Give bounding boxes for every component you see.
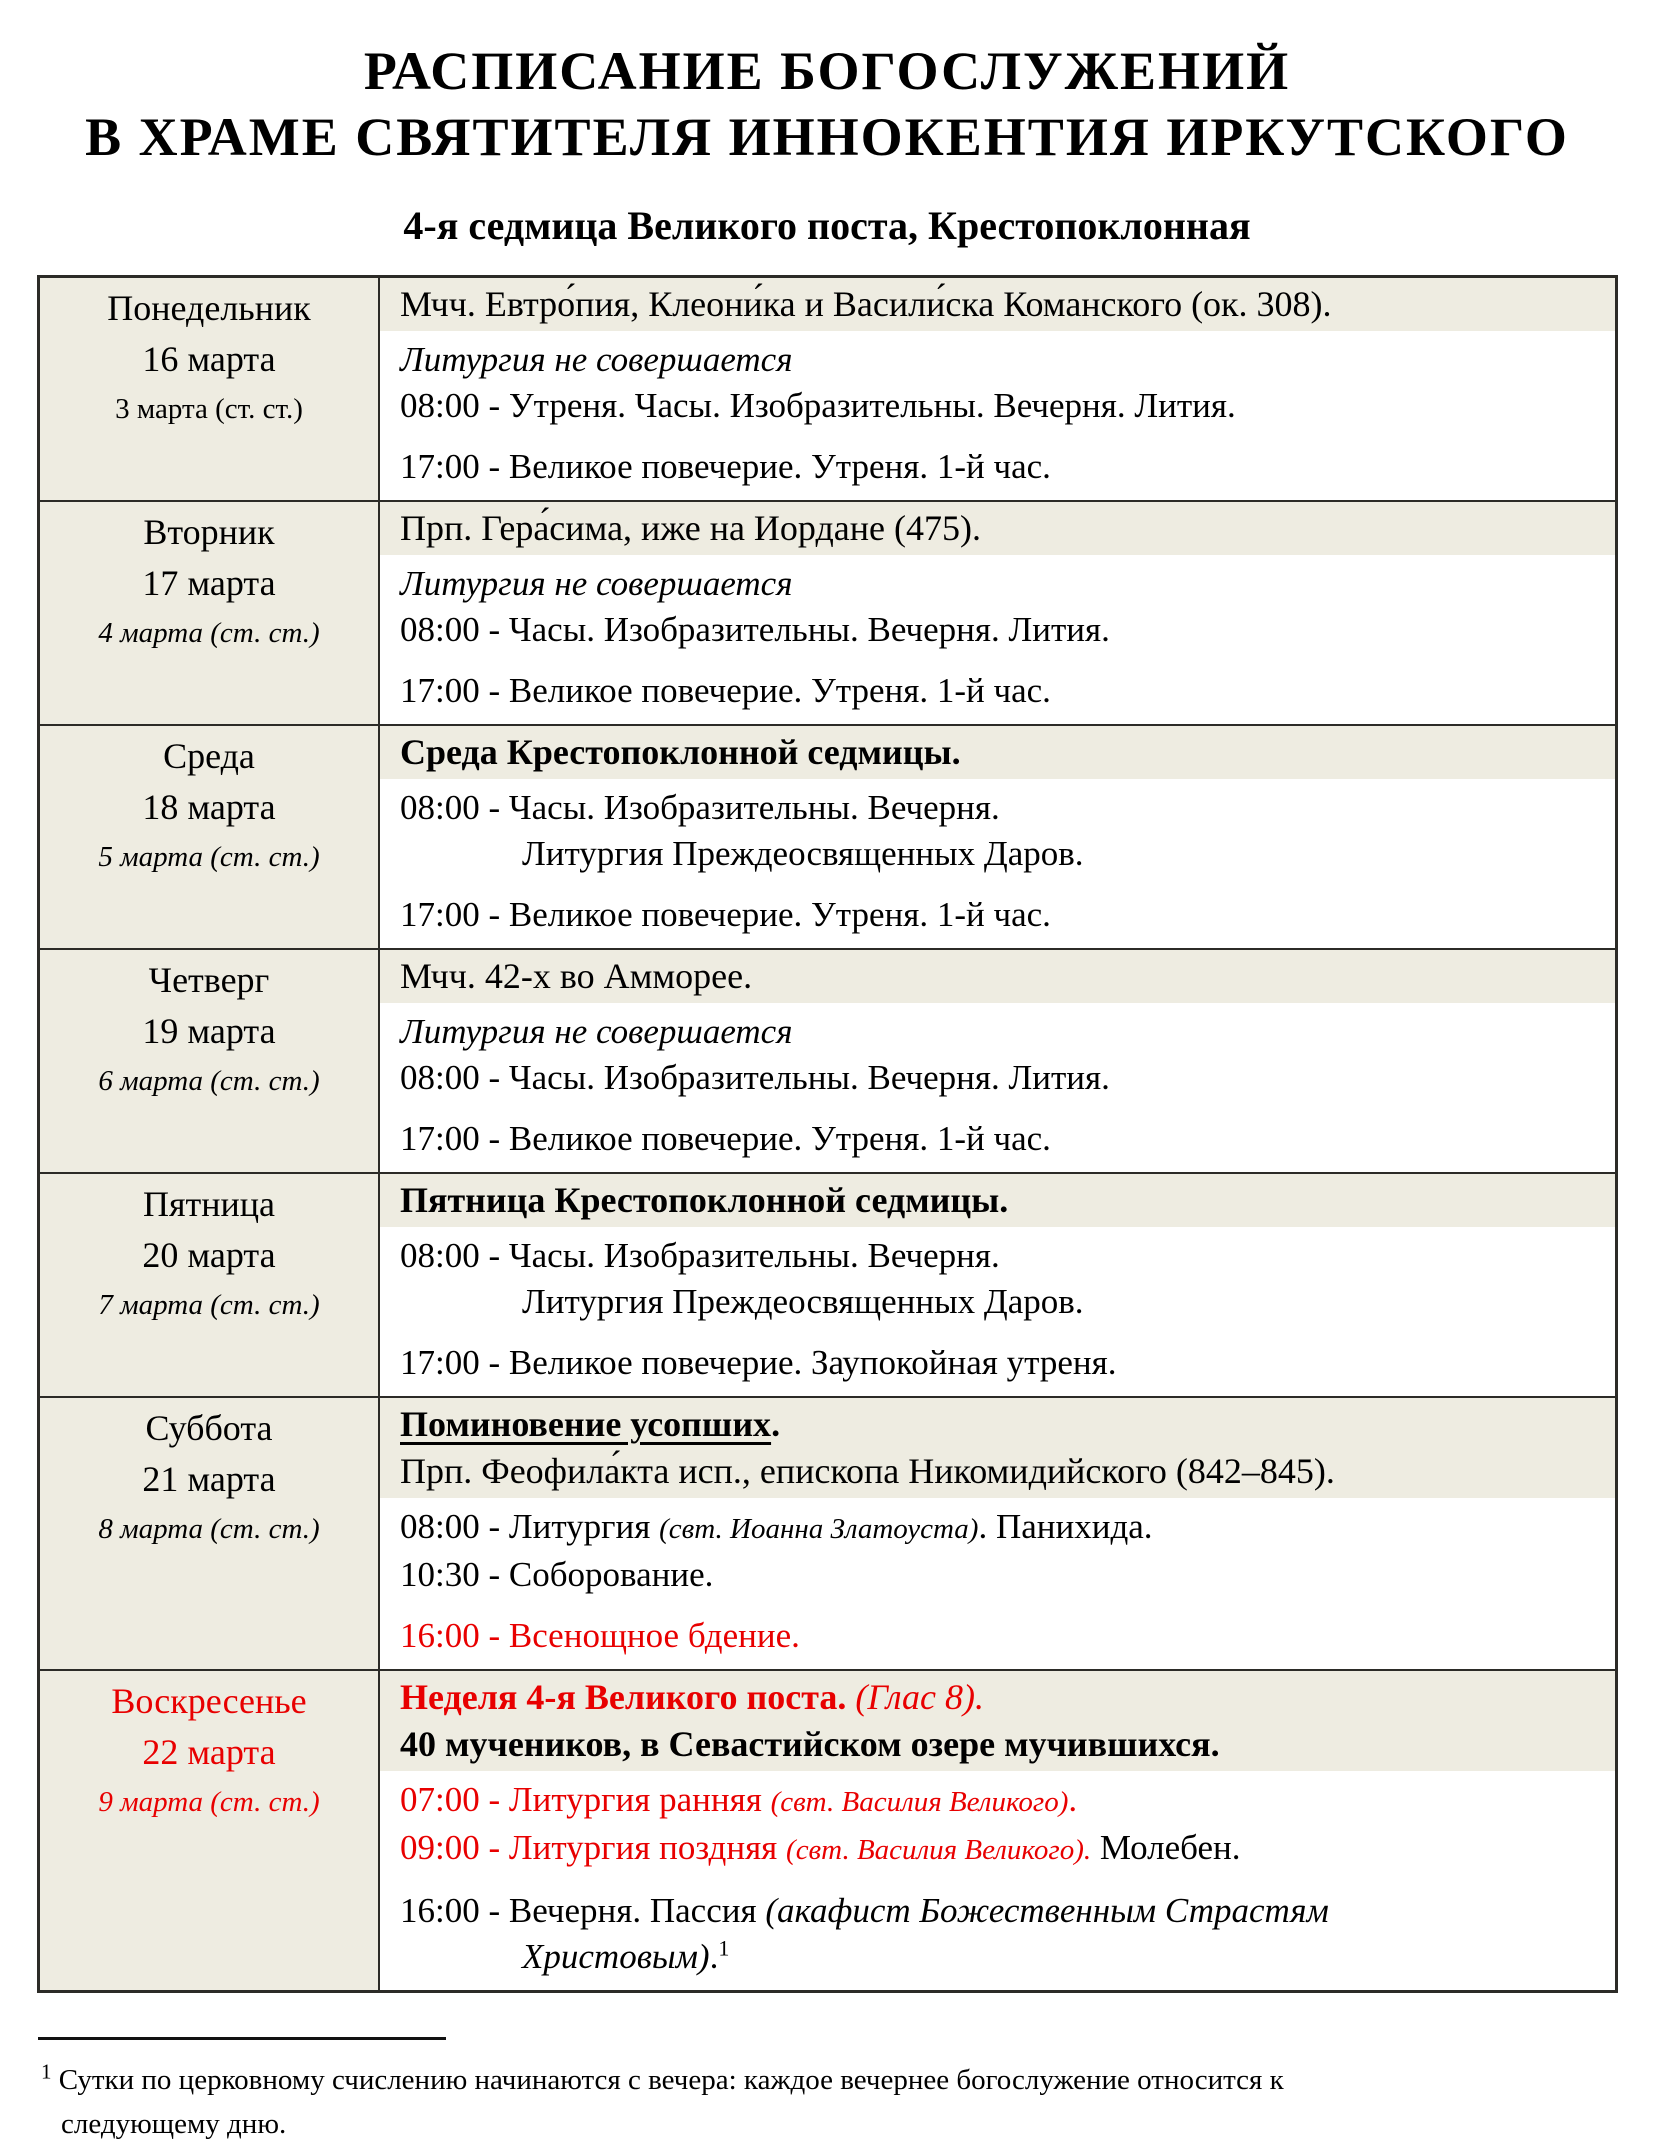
service-line (400, 1279, 1605, 1325)
service-line (400, 1116, 1605, 1162)
text-segment: Поминовение усопших (400, 1404, 772, 1444)
service-line (400, 1613, 1605, 1659)
day-old-date: 9 марта (ст. ст.) (98, 1786, 320, 1818)
service-line (400, 1233, 1605, 1279)
footnote-separator (38, 2037, 446, 2040)
text-segment: 16:00 - Вечерня. Пассия (400, 1891, 766, 1930)
text-segment: Молебен. (1091, 1828, 1241, 1867)
text-segment: 17:00 - Великое повечерие. Утреня. 1-й час. (400, 671, 1051, 710)
text-segment: 09:00 - Литургия поздняя (400, 1828, 787, 1867)
footnote (41, 2058, 1421, 2146)
content-cell (380, 950, 1615, 1172)
page-subtitle: 4-я седмица Великого поста, Крестопоклонная (403, 203, 1251, 248)
feast-title-line (400, 953, 1605, 1000)
text-segment: Прп. Гера́сима, иже на Иордане (475). (400, 508, 981, 548)
service-line (400, 337, 1605, 383)
day-date: 22 марта (142, 1732, 276, 1772)
text-segment: (акафист Божественным Страстям (765, 1891, 1329, 1930)
day-date: 18 марта (142, 787, 276, 827)
row-body (380, 1498, 1615, 1669)
service-line (400, 383, 1605, 429)
schedule-row (40, 1669, 1615, 1990)
text-segment: (свт. Василия Великого) (770, 1786, 1069, 1818)
text-segment: 40 мучеников, в Севастийском озере мучившихся. (400, 1724, 1220, 1764)
feast-title-line (400, 729, 1605, 776)
row-header (380, 278, 1615, 331)
text-segment: Среда Крестопоклонной седмицы. (400, 732, 961, 772)
content-cell (380, 1174, 1615, 1396)
schedule-row (40, 948, 1615, 1172)
text-segment: 08:00 - Часы. Изобразительны. Вечерня. Лития. (400, 610, 1110, 649)
feast-title-line (400, 1448, 1605, 1495)
text-segment: 1 (718, 1935, 730, 1961)
service-line (400, 1934, 1605, 1980)
schedule-row (40, 1172, 1615, 1396)
content-cell (380, 278, 1615, 500)
schedule-row (40, 724, 1615, 948)
day-old-date: 3 марта (ст. ст.) (115, 393, 303, 425)
content-cell (380, 502, 1615, 724)
text-segment: Неделя 4-я Великого поста. (400, 1677, 856, 1717)
day-cell (40, 278, 380, 500)
text-segment: Христовым) (522, 1937, 710, 1976)
row-body (380, 1003, 1615, 1172)
text-segment: 08:00 - Часы. Изобразительны. Вечерня. (400, 1236, 1000, 1275)
day-name: Вторник (143, 512, 275, 552)
text-segment: 08:00 - Литургия (400, 1507, 660, 1546)
text-segment: . (771, 1404, 781, 1444)
service-line (400, 1009, 1605, 1055)
service-line (400, 785, 1605, 831)
day-old-date: 5 марта (ст. ст.) (98, 841, 320, 873)
day-name: Среда (163, 736, 255, 776)
row-header (380, 950, 1615, 1003)
row-header (380, 1671, 1615, 1771)
content-cell (380, 1671, 1615, 1990)
day-cell (40, 1671, 380, 1990)
service-line (400, 1825, 1605, 1873)
row-body (380, 331, 1615, 500)
text-segment: Литургия Преждеосвященных Даров. (522, 1282, 1084, 1321)
day-date: 19 марта (142, 1011, 276, 1051)
text-segment: 08:00 - Часы. Изобразительны. Вечерня. (400, 788, 1000, 827)
footnote-text: Сутки по церковному счислению начинаются с вечера: каждое вечернее богослужение относится к следующему дню. (58, 2064, 1284, 2140)
row-header (380, 1398, 1615, 1498)
feast-title-line (400, 1721, 1605, 1768)
day-date: 20 марта (142, 1235, 276, 1275)
content-cell (380, 726, 1615, 948)
row-header (380, 1174, 1615, 1227)
day-name: Пятница (142, 1184, 276, 1224)
content-cell (380, 1398, 1615, 1669)
service-line (400, 561, 1605, 607)
row-body (380, 1227, 1615, 1396)
text-segment: Мчч. 42-х во Амморее. (400, 956, 753, 996)
text-segment: . (1068, 1780, 1078, 1819)
feast-title-line (400, 1401, 1605, 1448)
day-old-date: 4 марта (ст. ст.) (98, 617, 320, 649)
day-name: Четверг (148, 960, 270, 1000)
day-name: Суббота (145, 1408, 273, 1448)
text-segment: 17:00 - Великое повечерие. Утреня. 1-й час. (400, 447, 1051, 486)
day-date: 16 марта (142, 339, 276, 379)
text-segment: Литургия не совершается (400, 564, 793, 603)
schedule-row (40, 1396, 1615, 1669)
day-cell (40, 950, 380, 1172)
feast-title-line (400, 281, 1605, 328)
schedule-row (40, 500, 1615, 724)
page-title-line2: В ХРАМЕ СВЯТИТЕЛЯ ИННОКЕНТИЯ ИРКУТСКОГО (85, 107, 1569, 167)
day-cell (40, 1398, 380, 1669)
text-segment: 08:00 - Утреня. Часы. Изобразительны. Вечерня. Лития. (400, 386, 1236, 425)
text-segment: Мчч. Евтро́пия, Клеони́ка и Васили́ска Команского (ок. 308). (400, 284, 1332, 324)
text-segment: 17:00 - Великое повечерие. Утреня. 1-й час. (400, 1119, 1051, 1158)
service-line (400, 831, 1605, 877)
text-segment: 16:00 - Всенощное бдение. (400, 1616, 800, 1655)
row-body (380, 779, 1615, 948)
text-segment: . Панихида. (978, 1507, 1153, 1546)
row-header (380, 726, 1615, 779)
text-segment: Литургия не совершается (400, 340, 793, 379)
day-old-date: 8 марта (ст. ст.) (98, 1513, 320, 1545)
text-segment: Литургия Преждеосвященных Даров. (522, 834, 1084, 873)
day-cell (40, 726, 380, 948)
footnote-marker: 1 (41, 2059, 52, 2084)
row-header (380, 502, 1615, 555)
day-name: Понедельник (107, 288, 311, 328)
service-line (400, 1340, 1605, 1386)
text-segment: Пятница Крестопоклонной седмицы. (400, 1180, 1009, 1220)
service-line (400, 1552, 1605, 1598)
day-cell (40, 1174, 380, 1396)
service-line (400, 1055, 1605, 1101)
service-line (400, 607, 1605, 653)
text-segment: 17:00 - Великое повечерие. Утреня. 1-й час. (400, 895, 1051, 934)
text-segment: (свт. Василия Великого). (786, 1834, 1092, 1866)
text-segment: 17:00 - Великое повечерие. Заупокойная утреня. (400, 1343, 1117, 1382)
service-line (400, 1777, 1605, 1825)
text-segment: (Глас 8). (855, 1677, 984, 1717)
service-line (400, 1888, 1605, 1934)
feast-title-line (400, 1674, 1605, 1721)
day-date: 21 марта (142, 1459, 276, 1499)
page-title (40, 38, 1614, 170)
day-date: 17 марта (142, 563, 276, 603)
text-segment: Прп. Феофила́кта исп., епископа Никомидийского (842–845). (400, 1451, 1335, 1491)
day-old-date: 7 марта (ст. ст.) (98, 1289, 320, 1321)
text-segment: (свт. Иоанна Златоуста) (659, 1513, 979, 1545)
service-line (400, 892, 1605, 938)
schedule-row (40, 278, 1615, 500)
feast-title-line (400, 505, 1605, 552)
row-body (380, 555, 1615, 724)
feast-title-line (400, 1177, 1605, 1224)
text-segment: Литургия не совершается (400, 1012, 793, 1051)
service-line (400, 444, 1605, 490)
text-segment: 08:00 - Часы. Изобразительны. Вечерня. Лития. (400, 1058, 1110, 1097)
schedule-table (37, 275, 1618, 1993)
page-title-line1: РАСПИСАНИЕ БОГОСЛУЖЕНИЙ (363, 41, 1291, 101)
service-line (400, 1504, 1605, 1552)
text-segment: 07:00 - Литургия ранняя (400, 1780, 771, 1819)
day-cell (40, 502, 380, 724)
row-body (380, 1771, 1615, 1990)
service-line (400, 668, 1605, 714)
text-segment: . (709, 1937, 719, 1976)
day-old-date: 6 марта (ст. ст.) (98, 1065, 320, 1097)
day-name: Воскресенье (111, 1681, 307, 1721)
text-segment: 10:30 - Соборование. (400, 1555, 714, 1594)
